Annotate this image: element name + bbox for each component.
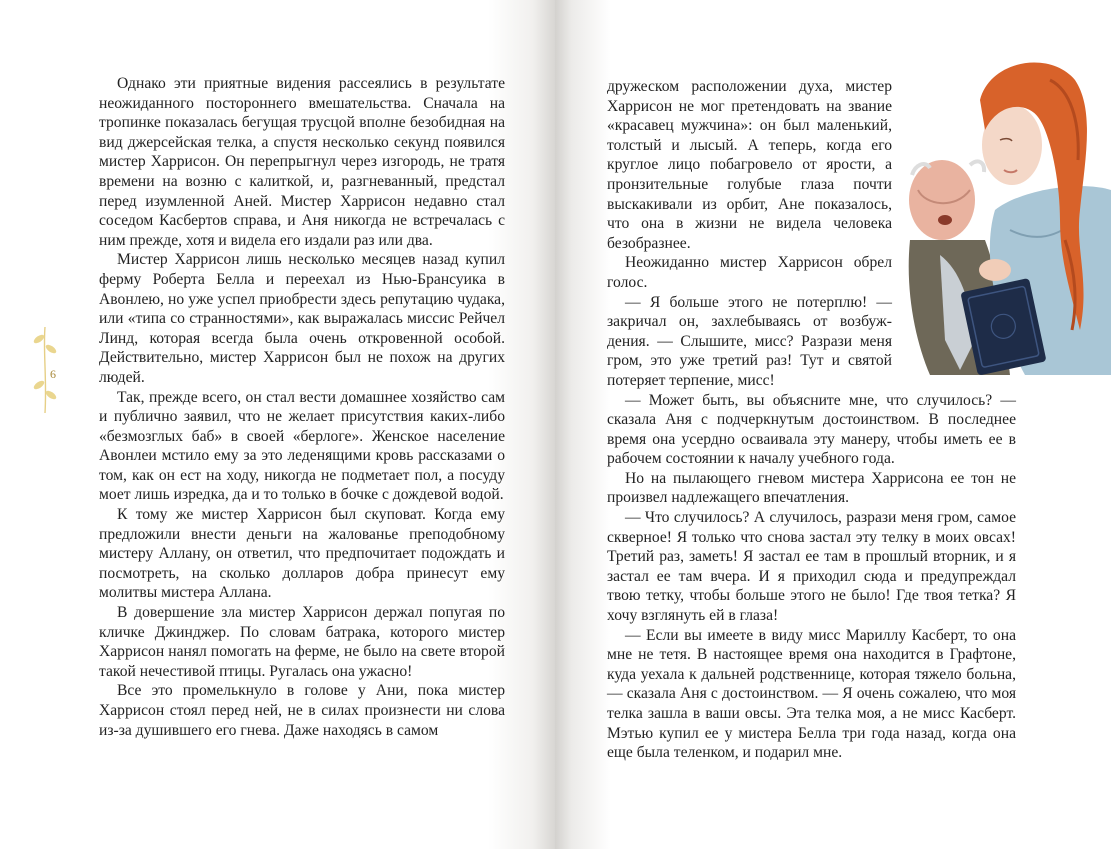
paragraph: Так, прежде всего, он стал вести домашнее хозяйство сам и публично заявил, что не желает присутствия каких-либо «безмозглых баб» в своей «берлоге». Женское население Авонлеи мстило ему за это леденящими кровь рассказами о том, как он ест на ходу, никогда не подметает пол, а посуду моет лишь изредка, да и то только в бочке с дождевой водой.: [99, 388, 505, 504]
illustration-wrap-space: [892, 77, 1016, 374]
paragraph: В довершение зла мистер Харрисон держал попугая по кличке Джинджер. По словам батрака, которого мистер Харрисон нанял помогать на ферме, не было на свете второй такой нечестивой птицы. Ругалась она ужасно!: [99, 604, 505, 680]
paragraph: — Я больше этого не потерплю! — закричал он, захлебываясь от возбуждения. — Слышите, мисс? Разрази меня гром, это уже третий раз! Тут и святой потеряет терпение, мисс!: [607, 293, 892, 389]
left-page-text: [99, 74, 505, 740]
paragraph: Неожиданно мистер Харрисон обрел голос.: [607, 254, 892, 291]
paragraph: Однако эти приятные видения рассеялись в результате неожиданного постороннего вмешательства. Сначала на тропинке показалась бегущая трусцой вполне безобидная на вид джерсейская телка, а спустя несколько секунд появился мистер Харрисон. Он перепрыгнул через изгородь, не тратя времени на возню с калиткой, и, разгневанный, предстал перед изумленной Аней. Мистер Харрисон недавно стал соседом Касбертов справа, и Аня никогда не встречалась с ним прежде, хотя и видела его издали раз или два.: [99, 75, 505, 249]
paragraph: — Может быть, вы объясните мне, что случилось? — сказала Аня с подчеркнутым достоинством. В последнее время она усердно осваивала эту манеру, чтобы иметь ее в рабочем состоянии к началу учебного года.: [607, 391, 1016, 468]
paragraph: — Если вы имеете в виду мисс Мариллу Касберт, то она мне не тетя. В настоящее время она находится в Графтоне, куда уехала к дальней родственнице, которая тяжело больна, — сказала Аня с достоинством. — Я очень сожалею, что моя телка зашла в ваши овсы. Эта телка моя, а не мисс Касберт. Мэтью купил ее у мистера Белла три года назад, когда она еще была теленком, и подарил мне.: [607, 626, 1016, 762]
paragraph: — Что случилось? А случилось, разрази меня гром, самое скверное! Я только что снова застал эту телку в моих овсах! Третий раз, заметь! Я застал ее там в прошлый вторник, и я застал ее там вчера. И я приходил сюда и предупреждал твою тетку, чтобы больше этого не было! Где твоя тетка? Я хочу взглянуть ей в глаза!: [607, 509, 1016, 625]
paragraph: К тому же мистер Харрисон был скуповат. Когда ему предложили внести деньги на жалованье преподобному мистеру Аллану, он ответил, что предпочитает подождать и посмотреть, на сколько долларов добра принесут ему молитвы мистера Аллана.: [99, 506, 505, 602]
right-page-text: [607, 77, 1016, 763]
page-number: 6: [50, 367, 56, 381]
paragraph: Но на пылающего гневом мистера Харрисона ее тон не произвел надлежащего впечатления.: [607, 469, 1016, 507]
paragraph: дружеском расположении духа, мистер Харрисон не мог претендовать на звание «красавец мужчина»: он был маленький, толстый и лысый. А теперь, когда его круглое лицо побагровело от ярости, а пронзительные голубые глаза почти выскакивали из орбит, Ане показалось, что она в жизни не видела человека безобразнее.: [607, 78, 892, 252]
left-page: [0, 0, 555, 849]
paragraph: Мистер Харрисон лишь несколько месяцев назад купил ферму Роберта Белла и переехал из Нью-Брансуика в Авонлею, но уже успел приобрести здесь репутацию чудака, или «типа со странностями», как выражалась миссис Рейчел Линд, которая всегда была очень откровенной особой. Действительно, мистер Харрисон был не похож на других людей.: [99, 251, 505, 386]
paragraph: Все это промелькнуло в голове у Ани, пока мистер Харрисон стоял перед ней, не в силах произнести ни слова из-за душившего его гнева. Даже находясь в самом: [99, 682, 505, 739]
